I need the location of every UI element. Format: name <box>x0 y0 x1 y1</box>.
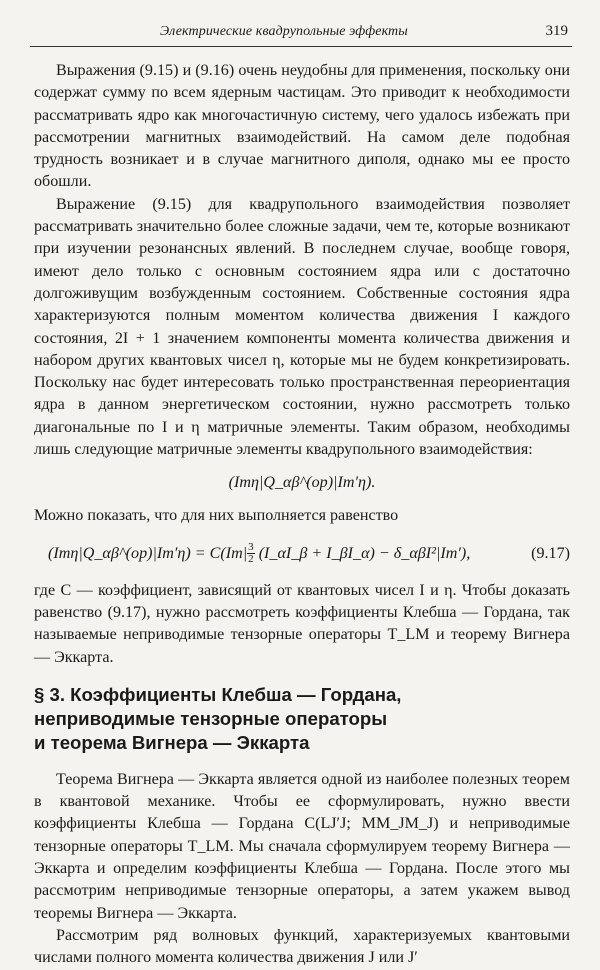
fraction-denominator: 2 <box>248 553 254 566</box>
page-body <box>34 60 570 970</box>
paragraph-4: где C — коэффициент, зависящий от квантовых чисел I и η. Чтобы доказать равенство (9.17), нужно рассмотреть коэффициенты Клебша — Гордана, так называемые неприводимые тензорные операторы T_LM и теорему Вигнера — Эккарта. <box>34 581 570 666</box>
fraction-three-halves <box>247 542 255 565</box>
page-number: 319 <box>545 23 568 39</box>
paragraph-2: Выражение (9.15) для квадрупольного взаимодействия позволяет рассматривать значительно более сложные задачи, чем те, которые возникают при изучении резонансных явлений. В последнем случае, вообще говоря, имеют дело только с основным состоянием ядра или с достаточно долгоживущим возбужденным состоянием. Собственные состояния ядра характеризуются полным моментом количества движения I каждого состояния, 2I + 1 значением компоненты момента количества движения и набором других квантовых чисел η, которые мы не будем конкретизировать. Поскольку нас будет интересовать только пространственная переориентация ядра в данном энергетическом состоянии, нужно рассмотреть только диагональные по I и η матричные элементы. Таким образом, необходимы лишь следующие матричные элементы квадрупольного взаимодействия: <box>34 195 570 459</box>
equation-9-17 <box>34 534 570 574</box>
fraction-numerator: 3 <box>248 541 254 554</box>
equation-9-17-right: (I_αI_β + I_βI_α) − δ_αβI²|Im′), <box>258 544 471 562</box>
paragraph-5: Теорема Вигнера — Эккарта является одной из наиболее полезных теорем в квантовой механике. Чтобы ее сформулировать, нужно ввести коэффициенты Клебша — Гордана C(LJ′J; MM_JM_J) и неприводимые тензорные операторы T_LM. Мы сначала сформулируем теорему Вигнера — Эккарта и определим коэффициенты Клебша — Гордана. После этого мы рассмотрим неприводимые тензорные операторы, а затем укажем вывод теоремы Вигнера — Эккарта. <box>34 770 570 922</box>
running-title: Электрические квадрупольные эффекты <box>160 24 408 39</box>
matrix-element-formula: (Imη|Q_αβ^(op)|Im′η). <box>228 474 376 492</box>
equation-9-17-left: (Imη|Q_αβ^(op)|Im′η) = C(Im| <box>48 544 248 562</box>
paragraph-3: Можно показать, что для них выполняется равенство <box>34 507 399 525</box>
section-heading: § 3. Коэффициенты Клебша — Гордана, неприводимые тензорные операторы и теорема Вигнера — Эккарта <box>34 683 402 753</box>
paragraph-6: Рассмотрим ряд волновых функций, характеризуемых квантовыми числами полного момента количества движения J или J′ <box>34 926 570 967</box>
equation-9-17-expression <box>48 534 470 574</box>
paragraph-1: Выражения (9.15) и (9.16) очень неудобны для применения, поскольку они содержат сумму по всем ядерным частицам. Это приводит к необходимости рассматривать ядро как многочастичную систему, чего удалось избежать при рассмотрении магнитных взаимодействий. На самом деле подобная трудность возникает и в случае магнитного диполя, однако мы ее просто обошли. <box>34 62 570 191</box>
page-header <box>30 22 572 47</box>
equation-number: (9.17) <box>531 544 570 562</box>
